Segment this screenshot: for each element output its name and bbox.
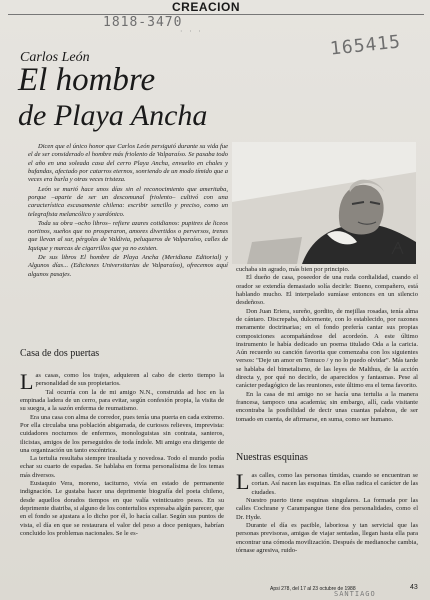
author-name: Carlos León (20, 50, 90, 65)
drop-cap: L (20, 369, 34, 394)
faded-stamp-marks: · · · (180, 27, 203, 36)
lead-paragraphs (28, 143, 228, 280)
body-paragraph: Nuestro puerto tiene esquinas singulares. La formada por las calles Cochrane y Carampangue tiene dos personalidades, como el Dr. Hyde. (236, 496, 418, 521)
body-paragraph: Las casas, como los trajes, adquieren al cabo de cierto tiempo la personalidad de sus propietarios. (20, 369, 224, 394)
lead-paragraph: Toda su obra –ocho libros– refiere azares cotidianos: pupitres de liceos nortinos, sueños que no prosperaron, amores divertidos o perversos, trenes que llevan al sur, pérgolas de Valdivia, peluqueros de Valparaíso, calles de Iquique y marcas de cigarrillos que ya no existen. (28, 219, 228, 252)
article-title-line1: El hombre (18, 62, 156, 98)
body-paragraph: Don Juan Eriera, sureño, gordito, de mejillas rosadas, tenía alma de cántaro. Discrepaba, dulcemente, con lo establecido, por razones meramente doctrinarias; en el fondo prefería cantar sus propias composiciones acompañándose del acordeón. A este último instrumento le había dedicado un poema titulado Oda a la caricia. Aún recuerdo su canción favorita que comenzaba con los siguientes versos: "Deje un amor en Temuco / y no lo puedo olvidar". Más tarde se hablaba del bimetalismo, de las leyes de Malthus, de la acción directa y, por qué no decirlo, de aparecidos y fantasmas. Pese al carácter pedagógico de las reuniones, este último era el tema favorito. (236, 307, 418, 390)
handwritten-number: 1818-3470 (103, 15, 183, 30)
body-paragraph: Tal ocurría con la de mi amigo N.N., construida ad hoc en la empinada ladera de un cerro, para evitar, según confesión propia, la visita de su suegra, a la sazón enferma de reumatismo. (20, 388, 224, 413)
lead-paragraph: León se murió hace unos días sin el reconocimiento que ameritaba, porque –aparte de ser un descomunal friolento– cultivó con una característica escasamente chilena: escribir sencillo y preciso, como un telegrafista melancólico y sardónico. (28, 185, 228, 218)
body-paragraph: Era una casa con alma de corredor, pues tenía una puerta en cada extremo. Por ella circulaba una población abigarrada, de curiosos relieves, imprevista: cuidadores nocturnos de enfermos, monologuistas sin contrata, santeros, ilicistas, amigos de los perseguidos de toda índole. Mi amigo era dirigente de una organización un tanto excéntrica. (20, 413, 224, 454)
drop-cap: L (236, 469, 250, 494)
lead-paragraph: De sus libros El hombre de Playa Ancha (Meridiana Editorial) y Algunos días... (Ediciones Universitarias de Valparaíso), ofrecemos aquí algunos pasajes. (28, 254, 228, 278)
author-photo (232, 142, 416, 264)
casa-section-text (20, 369, 224, 538)
body-paragraph: En la casa de mi amigo no se hacía una tertulia a la manera francesa, tampoco una academia; sin embargo, allí, cada visitante encontraba la posibilidad de decir unas cuantas palabras, de ser tomado en cuenta, de afirmarse, en suma, como ser humano. (236, 390, 418, 423)
body-paragraph: cuchaba sin agrado, más bien por principio. (236, 266, 350, 273)
section-rule (8, 14, 424, 15)
subheading-casa: Casa de dos puertas (20, 348, 100, 359)
issue-footer: Apsi 278, del 17 al 23 octubre de 1988 (270, 586, 356, 592)
archive-stamp: SANTIAGO (334, 590, 376, 598)
nuestras-section-text (236, 469, 418, 555)
portrait-illustration (232, 142, 416, 264)
handwritten-catalog-number: 165415 (329, 31, 402, 60)
subheading-nuestras: Nuestras esquinas (236, 452, 308, 463)
page-number: 43 (410, 584, 418, 591)
body-paragraph: El dueño de casa, poseedor de una ruda cordialidad, cuando el orador se extendía demasiado solía decirle: Bueno, compañero, está hablando mucho. El interpelado sumíase entonces en un silencio desdeñoso. (236, 274, 418, 307)
lead-paragraph: Dicen que el único honor que Carlos León persiguió durante su vida fue el de ser considerado el hombre más friolento de Valparaíso. Se pasaba todo el año en una soleada casa del cerro Playa Ancha, envuelto en chales y bufandas, afectado por catarros eternos, sonriendo de un modo tímido que a veces era burla y otras veces tristeza. (28, 143, 228, 184)
right-column-text (236, 266, 418, 424)
body-paragraph: Las calles, como las personas tímidas, cuando se encuentran se cortan. Así nacen las esquinas. En ellas radica el carácter de las ciudades. (236, 469, 418, 496)
article-title-line2: de Playa Ancha (18, 99, 208, 132)
body-paragraph: La tertulia resultaba siempre insultada y novedosa. Todo el mundo podía echar su cuarto de espadas. Se hablaba en forma personalísima de los temas más diversos. (20, 455, 224, 479)
body-paragraph: Durante el día es pacible, laboriosa y tan servicial que las personas previsoras, amigas de viajar sentadas, llegan hasta ella para encontrar una cómoda movilización. Después de medianoche cambia, tórnase agresiva, ruido- (236, 521, 418, 554)
body-paragraph: Eustaquio Vera, moreno, taciturno, vivía en estado de permanente indignación. Le gustaba hacer una deprimente biografía del poeta chileno, desde aquellos dorados tiempos en que valía veinticuatro pesos. En su deprimente diatriba, si alguno de los contertulios expresaba algún parecer, que en el fondo se ajustara a lo dicho por él, lo hacía callar. Según sus puntos de vista, el día en que se restaurara el valor del peso a doce peniques, habrían concluido los problemas nacionales. Se le es- (20, 480, 224, 537)
section-label: CREACION (172, 0, 241, 14)
